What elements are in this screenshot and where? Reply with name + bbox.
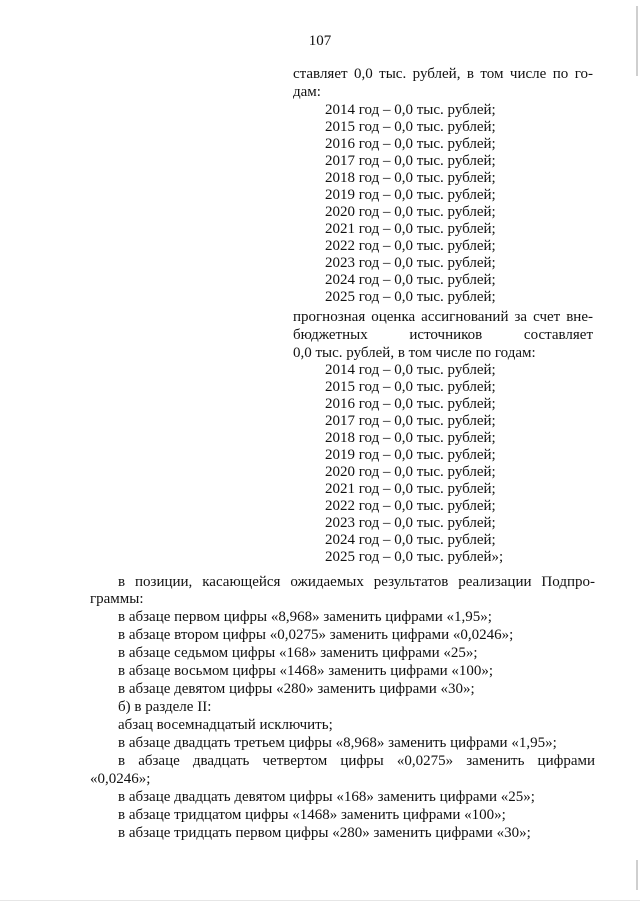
year-line: 2020 год – 0,0 тыс. рублей; [325,464,496,480]
year-line: 2024 год – 0,0 тыс. рублей; [325,272,496,288]
paragraph-line: в абзаце восьмом цифры «1468» заменить цифрами «100»; [118,663,494,679]
paragraph-line: в абзаце тридцатом цифры «1468» заменить цифрами «100»; [118,807,506,823]
paragraph-line: в абзаце седьмом цифры «168» заменить цифрами «25»; [118,645,478,661]
text-line: дам: [293,84,321,100]
year-line: 2022 год – 0,0 тыс. рублей; [325,238,496,254]
paragraph-line: в абзаце тридцать первом цифры «280» заменить цифрами «30»; [118,825,531,841]
paragraph-line: в позиции, касающейся ожидаемых результатов реализации Подпро- [118,574,595,590]
paragraph-line: в абзаце первом цифры «8,968» заменить цифрами «1,95»; [118,609,492,625]
text-line: 0,0 тыс. рублей, в том числе по годам: [293,345,536,361]
scan-edge-mark [636,6,638,76]
year-line: 2014 год – 0,0 тыс. рублей; [325,102,496,118]
year-line: 2025 год – 0,0 тыс. рублей; [325,289,496,305]
paragraph-line: в абзаце двадцать девятом цифры «168» заменить цифрами «25»; [118,789,535,805]
paragraph-line: «0,0246»; [90,771,151,787]
year-line: 2018 год – 0,0 тыс. рублей; [325,430,496,446]
year-line: 2016 год – 0,0 тыс. рублей; [325,136,496,152]
year-line: 2015 год – 0,0 тыс. рублей; [325,119,496,135]
paragraph-line: в абзаце двадцать третьем цифры «8,968» заменить цифрами «1,95»; [118,735,557,751]
year-line: 2020 год – 0,0 тыс. рублей; [325,204,496,220]
year-line: 2017 год – 0,0 тыс. рублей; [325,413,496,429]
year-line: 2019 год – 0,0 тыс. рублей; [325,447,496,463]
scan-edge-mark [0,900,640,901]
year-line: 2016 год – 0,0 тыс. рублей; [325,396,496,412]
year-line: 2017 год – 0,0 тыс. рублей; [325,153,496,169]
year-line: 2024 год – 0,0 тыс. рублей; [325,532,496,548]
text-line: прогнозная оценка ассигнований за счет вне- [293,309,593,325]
year-line: 2021 год – 0,0 тыс. рублей; [325,221,496,237]
text-line: бюджетных источников составляет [293,327,593,343]
text-line: ставляет 0,0 тыс. рублей, в том числе по го- [293,66,593,82]
page-number: 107 [308,33,332,49]
paragraph-line: в абзаце девятом цифры «280» заменить цифрами «30»; [118,681,475,697]
paragraph-line: в абзаце двадцать четвертом цифры «0,0275» заменить цифрами [118,753,595,769]
year-line: 2022 год – 0,0 тыс. рублей; [325,498,496,514]
year-line: 2015 год – 0,0 тыс. рублей; [325,379,496,395]
year-line: 2014 год – 0,0 тыс. рублей; [325,362,496,378]
year-line: 2018 год – 0,0 тыс. рублей; [325,170,496,186]
year-line: 2023 год – 0,0 тыс. рублей; [325,255,496,271]
year-line: 2021 год – 0,0 тыс. рублей; [325,481,496,497]
paragraph-line: граммы: [90,591,144,607]
year-line: 2023 год – 0,0 тыс. рублей; [325,515,496,531]
year-line: 2019 год – 0,0 тыс. рублей; [325,187,496,203]
paragraph-line: абзац восемнадцатый исключить; [118,717,333,733]
year-line: 2025 год – 0,0 тыс. рублей»; [325,549,504,565]
paragraph-line: в абзаце втором цифры «0,0275» заменить цифрами «0,0246»; [118,627,514,643]
paragraph-line: б) в разделе II: [118,699,212,715]
scan-edge-mark [636,860,638,890]
